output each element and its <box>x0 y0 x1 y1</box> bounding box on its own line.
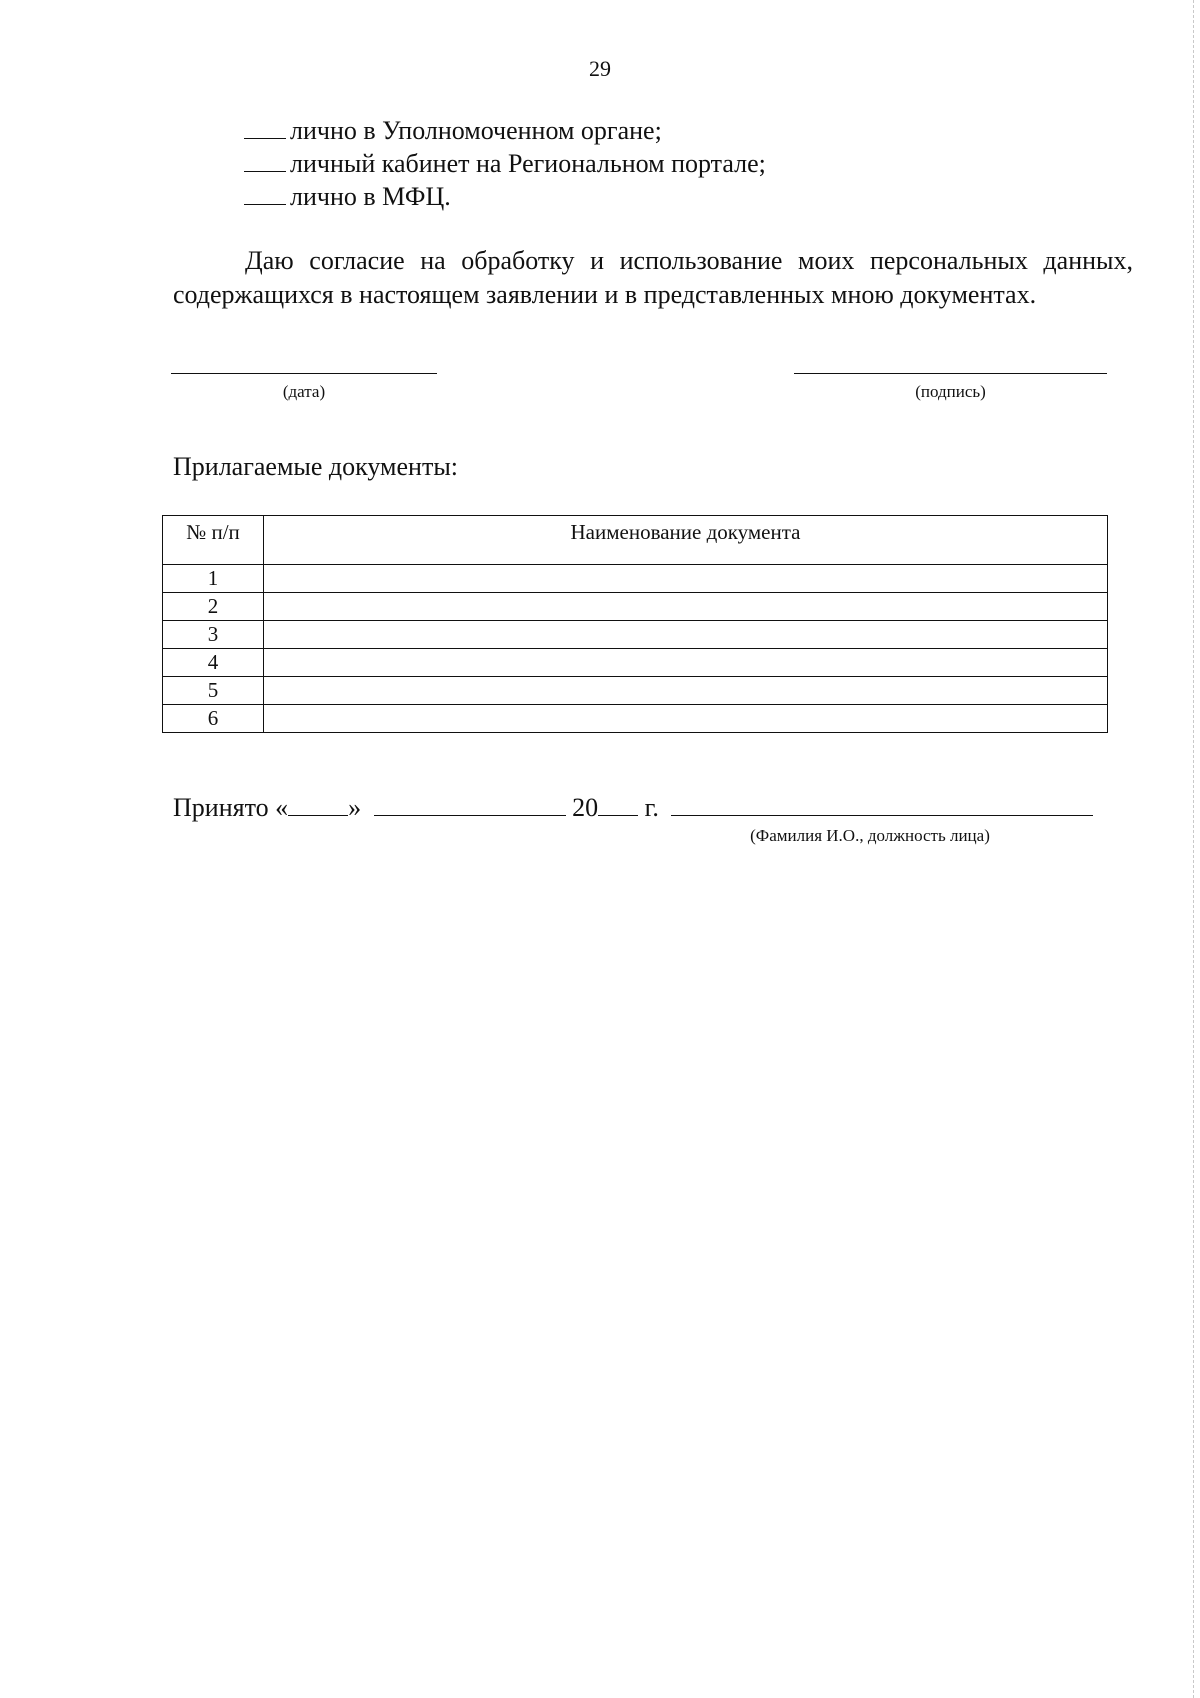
official-caption: (Фамилия И.О., должность лица) <box>750 826 990 845</box>
delivery-option-3 <box>244 180 766 213</box>
row-document-name <box>264 621 1108 649</box>
accepted-line <box>173 793 1093 823</box>
row-number: 4 <box>163 649 264 677</box>
table-row <box>163 677 1108 705</box>
date-caption: (дата) <box>282 382 326 401</box>
row-number: 6 <box>163 705 264 733</box>
option-label-3: лично в МФЦ. <box>290 182 451 211</box>
option-blank-3 <box>244 203 286 205</box>
table-row <box>163 593 1108 621</box>
date-line <box>171 373 437 374</box>
row-number: 5 <box>163 677 264 705</box>
option-blank-2 <box>244 170 286 172</box>
table-row <box>163 565 1108 593</box>
table-row <box>163 621 1108 649</box>
attachments-table <box>162 515 1108 733</box>
year-suffix: г. <box>644 793 659 822</box>
delivery-options-list <box>244 114 766 213</box>
table-row <box>163 649 1108 677</box>
year-blank <box>598 793 638 816</box>
scan-edge-line <box>1193 0 1194 1698</box>
column-header-name: Наименование документа <box>264 516 1108 565</box>
row-number: 3 <box>163 621 264 649</box>
signature-caption: (подпись) <box>915 382 986 401</box>
official-name-blank <box>671 793 1093 816</box>
accepted-prefix: Принято « <box>173 793 289 822</box>
delivery-option-1 <box>244 114 766 147</box>
row-document-name <box>264 705 1108 733</box>
row-document-name <box>264 565 1108 593</box>
table-header-row <box>163 516 1108 565</box>
option-label-2: личный кабинет на Региональном портале; <box>290 149 766 178</box>
row-number: 2 <box>163 593 264 621</box>
consent-paragraph <box>173 244 1133 312</box>
option-blank-1 <box>244 137 286 139</box>
row-document-name <box>264 593 1108 621</box>
delivery-option-2 <box>244 147 766 180</box>
signature-line <box>794 373 1107 374</box>
row-document-name <box>264 649 1108 677</box>
attachments-heading: Прилагаемые документы: <box>173 452 459 481</box>
table-row <box>163 705 1108 733</box>
year-prefix: 20 <box>572 793 599 822</box>
consent-text: Даю согласие на обработку и использование моих персональных данных, содержащихся в настоящем заявлении и в представленных мною документах. <box>173 246 1133 309</box>
row-number: 1 <box>163 565 264 593</box>
day-blank <box>288 793 348 816</box>
month-blank <box>374 793 566 816</box>
row-document-name <box>264 677 1108 705</box>
column-header-number: № п/п <box>163 516 264 565</box>
option-label-1: лично в Уполномоченном органе; <box>290 116 662 145</box>
accepted-quote-close: » <box>348 793 362 822</box>
page-number: 29 <box>589 56 611 81</box>
